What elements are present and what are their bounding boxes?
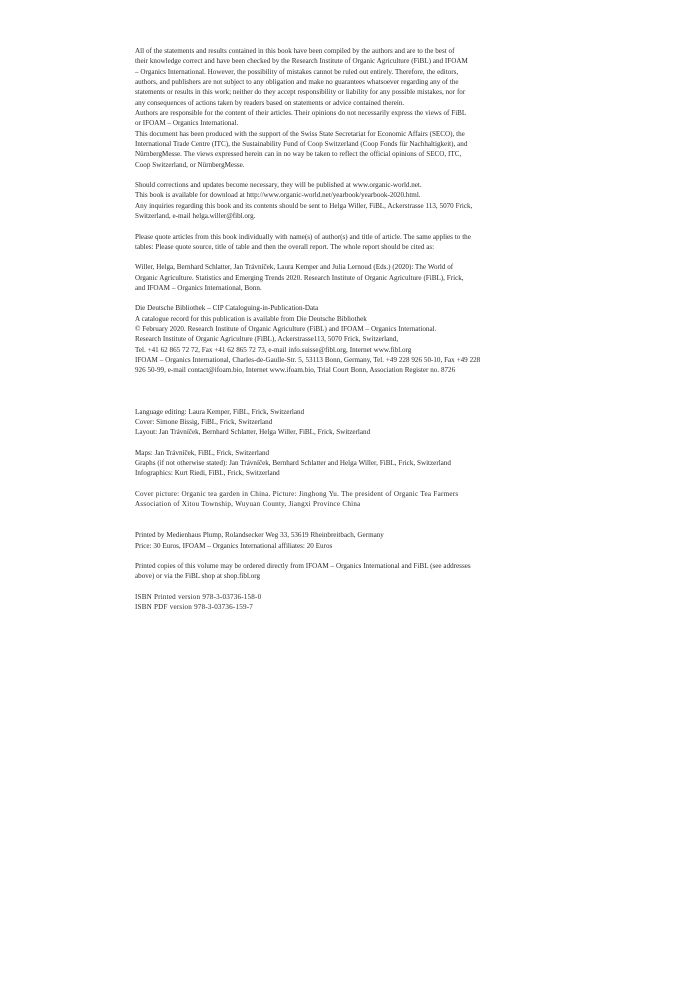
orders-paragraph (135, 561, 563, 582)
text-line: Coop Switzerland, or NürnbergMesse. (135, 160, 245, 169)
text-line: Willer, Helga, Bernhard Schlatter, Jan Trávníček, Laura Kemper and Julia Lernoud (Eds.) (2020): The World of (135, 263, 454, 272)
text-line: statements or results in this work; neither do they accept responsibility or liability for any possible mistakes, nor for (135, 88, 466, 97)
updates-paragraph (135, 180, 563, 221)
text-line: Die Deutsche Bibliothek – CIP Cataloguing-in-Publication-Data (135, 304, 319, 313)
text-line: any consequences of actions taken by readers based on statements or advice contained therein. (135, 98, 405, 107)
text-line: Any inquiries regarding this book and its contents should be sent to Helga Willer, FiBL, Ackerstrasse 113, 5070 Frick, (135, 201, 473, 210)
text-line: and IFOAM – Organics International, Bonn. (135, 283, 262, 292)
text-line: All of the statements and results contained in this book have been compiled by the authors and are to the best of (135, 47, 455, 55)
text-line: This book is available for download at http://www.organic-world.net/yearbook/yearbook-2020.html. (135, 191, 421, 200)
layout-credit: Layout: Jan Trávníček, Bernhard Schlatter, Helga Willer, FiBL, Frick, Switzerland (135, 428, 371, 437)
text-line: © February 2020. Research Institute of Organic Agriculture (FiBL) and IFOAM – Organics International. (135, 324, 437, 333)
text-line: IFOAM – Organics International, Charles-de-Gaulle-Str. 5, 53113 Bonn, Germany, Tel. +49 228 926 50-10, Fax +49 228 (135, 355, 481, 364)
text-line: Should corrections and updates become necessary, they will be published at www.organic-world.net. (135, 181, 422, 190)
citation-paragraph (135, 262, 563, 293)
text-line: Association of Xitou Township, Wuyuan County, Jiangxi Province China (135, 500, 361, 509)
cover-credit: Cover: Simone Bissig, FiBL, Frick, Switzerland (135, 417, 273, 426)
text-line: Cover picture: Organic tea garden in China. Picture: Jinghong Yu. The president of Organic Tea Farmers (135, 489, 459, 498)
cip-paragraph (135, 303, 563, 375)
text-line: authors, and publishers are not subject to any obligation and make no guarantees whatsoever regarding any of the (135, 78, 459, 87)
text-line: International Trade Centre (ITC), the Sustainability Fund of Coop Switzerland (Coop Fonds für Nachhaltigkeit), and (135, 140, 468, 149)
imprint-page (135, 46, 563, 612)
text-line: Authors are responsible for the content of their articles. Their opinions do not necessarily express the views of FiBL (135, 109, 467, 118)
price-line: Price: 30 Euros, IFOAM – Organics International affiliates: 20 Euros (135, 541, 333, 550)
language-editing-credit: Language editing: Laura Kemper, FiBL, Frick, Switzerland (135, 407, 305, 416)
isbn-block (135, 592, 563, 613)
text-line: NürnbergMesse. The views expressed herein can in no way be taken to reflect the official opinions of SECO, ITC, (135, 150, 462, 159)
graphs-credit: Graphs (if not otherwise stated): Jan Trávníček, Bernhard Schlatter and Helga Willer, FiBL, Frick, Switzerland (135, 459, 451, 467)
text-line: their knowledge correct and have been checked by the Research Institute of Organic Agriculture (FiBL) and IFOAM (135, 57, 468, 66)
cover-picture-credit (135, 489, 563, 510)
isbn-pdf: ISBN PDF version 978-3-03736-159-7 (135, 603, 254, 612)
text-line: – Organics International. However, the possibility of mistakes cannot be ruled out entirely. Therefore, the editors, (135, 67, 459, 76)
disclaimer-paragraph (135, 46, 563, 170)
text-line: or IFOAM – Organics International. (135, 119, 239, 128)
maps-credit: Maps: Jan Trávníček, FiBL, Frick, Switzerland (135, 448, 270, 457)
printer-line: Printed by Medienhaus Plump, Rolandsecker Weg 33, 53619 Rheinbreitbach, Germany (135, 531, 384, 540)
text-line: This document has been produced with the support of the Swiss State Secretariat for Economic Affairs (SECO), the (135, 129, 465, 138)
text-line: 926 50-99, e-mail contact@ifoam.bio, Internet www.ifoam.bio, Trial Court Bonn, Association Register no. 8726 (135, 366, 456, 375)
infographics-credit: Infographics: Kurt Riedi, FiBL, Frick, Switzerland (135, 469, 280, 478)
text-line: tables: Please quote source, title of table and then the overall report. The whole report should be cited as: (135, 242, 435, 251)
text-line: Printed copies of this volume may be ordered directly from IFOAM – Organics International and FiBL (see addresses (135, 562, 471, 571)
text-line: above) or via the FiBL shop at shop.fibl.org (135, 572, 261, 581)
graphics-credits (135, 448, 563, 479)
text-line: Switzerland, e-mail helga.willer@fibl.org. (135, 212, 256, 221)
text-line: Tel. +41 62 865 72 72, Fax +41 62 865 72 73, e-mail info.suisse@fibl.org, Internet www.fibl.org (135, 345, 412, 354)
text-line: A catalogue record for this publication is available from Die Deutsche Bibliothek (135, 314, 367, 323)
print-info (135, 530, 563, 551)
text-line: Research Institute of Organic Agriculture (FiBL), Ackerstrasse113, 5070 Frick, Switzerland, (135, 335, 399, 344)
isbn-printed: ISBN Printed version 978-3-03736-158-0 (135, 592, 262, 601)
text-line: Please quote articles from this book individually with name(s) of author(s) and title of article. The same applies to the (135, 232, 471, 241)
editing-credits (135, 407, 563, 438)
text-line: Organic Agriculture. Statistics and Emerging Trends 2020. Research Institute of Organic Agriculture (FiBL), Frick, (135, 273, 464, 282)
quote-paragraph (135, 232, 563, 253)
